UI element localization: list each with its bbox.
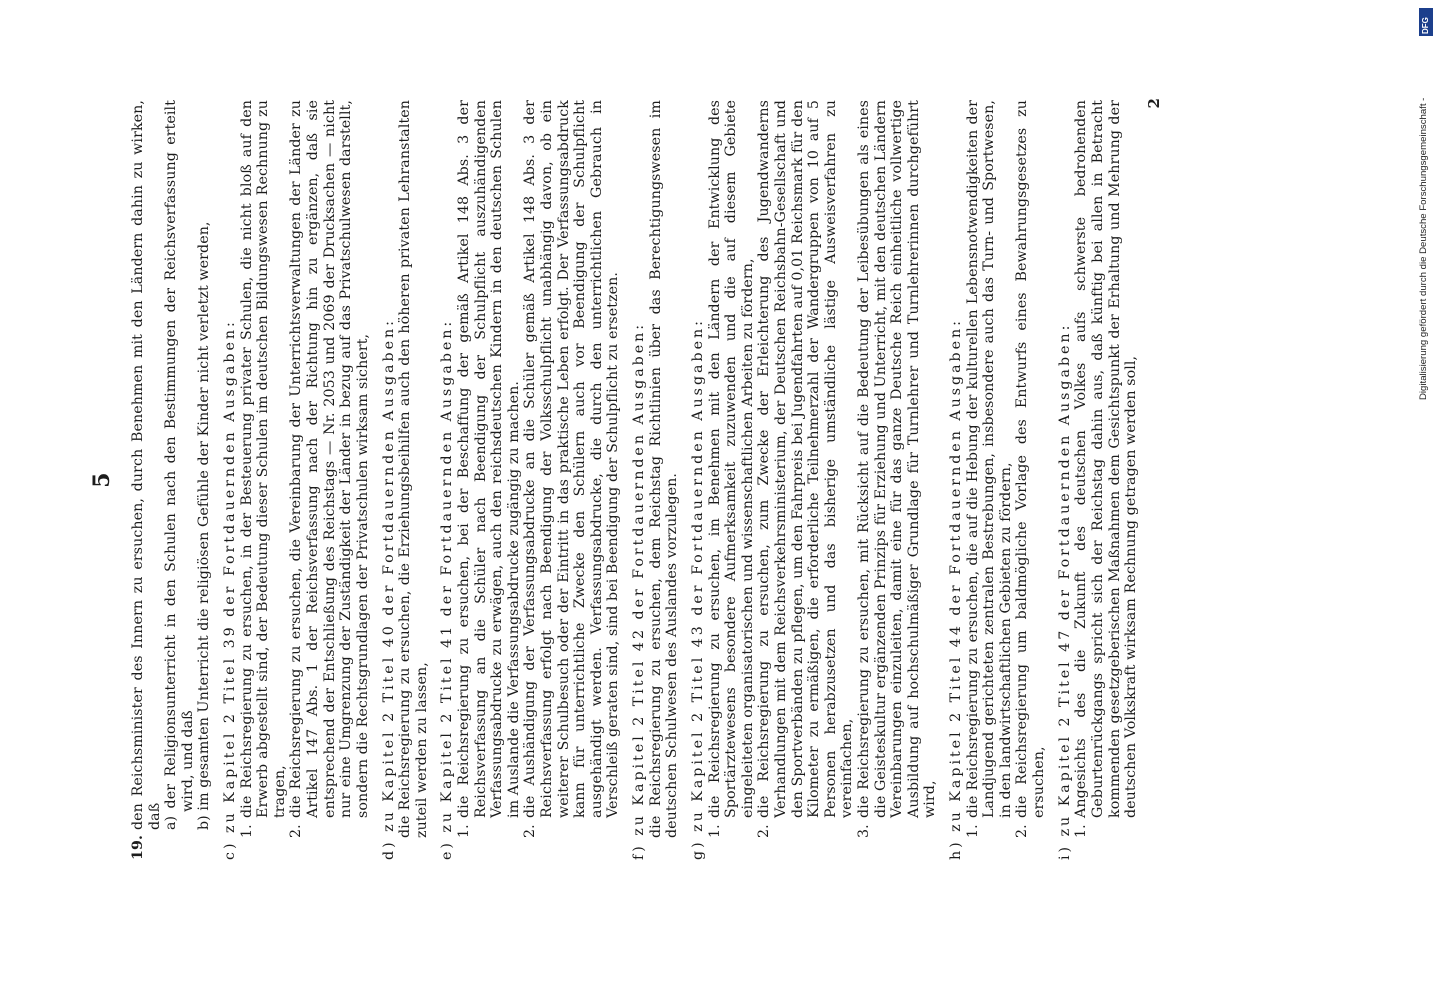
item-text: Angesichts des die Zukunft des deutschen Volkes aufs schwerste bedrohenden Geburtenrückgangs spricht sich der Reichstag dahin aus, daß künftig bei allen in Betracht kommenden gesetzgeberischen Maßnahmen dem Gesichtspunkt der Erhaltung und Mehrung der deutschen Volkskraft wirksam Rechnung getragen werden soll, bbox=[1073, 100, 1140, 818]
item-number: 1. bbox=[238, 824, 255, 838]
item-number: 1. bbox=[1073, 824, 1090, 838]
item-text: die Reichsregierung zu ersuchen, in der Besteuerung privater Schulen, die nicht bloß auf den Erwerb abgestellt sind, der Bedeutung dieser Schulen im deutschen Bildungswesen Rechnung zu tragen, bbox=[238, 100, 288, 818]
section bbox=[690, 100, 939, 860]
numbered-item bbox=[707, 100, 757, 860]
section bbox=[1057, 100, 1140, 860]
section-text: die Reichsregierung zu ersuchen, dem Reichstag Richtlinien über das Berechtigungswesen im deutschen Schulwesen des Auslandes vorzulegen. bbox=[647, 100, 681, 838]
numbered-item bbox=[965, 100, 1015, 860]
section-heading: h) zu Kapitel 2 Titel 44 der Fortdauernden Ausgaben: bbox=[948, 318, 965, 860]
rotated-document-page bbox=[89, 80, 1400, 860]
digitization-note-text: Digitalisierung gefördert durch die Deutsche Forschungsgemeinschaft - bbox=[1418, 97, 1429, 400]
item-text: die Reichsregierung zu ersuchen, die Vereinbarung der Unterrichtsverwaltungen der Länder zu Artikel 147 Abs. 1 der Reichsverfassung nach der Richtung hin zu ergänzen, daß sie entsprechend der Entschließung des Reichstags — Nr. 2053 und 2069 der Drucksachen — nicht nur eine Umgrenzung der Zuständigkeit der Länder in bezug auf das Privatschulwesen darstellt, sondern die Rechtsgrundlagen der Privatschulen wirksam sichert, bbox=[288, 100, 371, 818]
section-heading: d) zu Kapitel 2 Titel 40 der Fortdauernden Ausgaben: bbox=[380, 318, 397, 860]
item-19 bbox=[130, 100, 163, 860]
item-text: die Reichsregierung zu ersuchen, bei der Beschaffung der gemäß Artikel 148 Abs. 3 der Reichsverfassung an die Schüler nach Beendigung der Schulpflicht auszuhändigenden Verfassungsabdrucke zu erwägen, auch den reichsdeutschen Kindern in den deutschen Schulen im Auslande die Verfassungsabdrucke zugängig zu machen. bbox=[455, 100, 522, 818]
item-number: 3. bbox=[855, 824, 872, 838]
footer-number: 2 bbox=[1145, 98, 1163, 109]
item-number: 2. bbox=[288, 824, 305, 838]
numbered-item bbox=[239, 100, 289, 860]
item-number: 1. bbox=[455, 824, 472, 838]
section-heading: c) zu Kapitel 2 Titel 39 der Fortdauernden Ausgaben: bbox=[222, 319, 239, 860]
item-19-b: b) im gesamten Unterricht die religiösen Gefühle der Kinder nicht verletzt werden, bbox=[196, 221, 213, 830]
section-list bbox=[222, 100, 1140, 860]
numbered-item bbox=[756, 100, 856, 860]
numbered-item bbox=[456, 100, 522, 860]
numbered-item bbox=[1014, 100, 1047, 860]
item-number: 1. bbox=[964, 824, 981, 838]
item-text: die Reichsregierung zu ersuchen, mit Rücksicht auf die Bedeutung der Leibesübungen als eines die Geisteskultur ergänzenden Prinzips für Erziehung und Unterricht, mit den deutschen Ländern Vereinbarungen einzuleiten, damit eine für das ganze Deutsche Reich einheitliche vollwertige Ausbildung auf hochschulmäßiger Grundlage für Turnlehrer und Turnlehrerinnen durchgeführt wird, bbox=[855, 100, 939, 818]
item-text: die Reichsregierung zu ersuchen, im Benehmen mit den Ländern der Entwicklung des Sportärztewesens besondere Aufmerksamkeit zuzuwenden und die auf diesem Gebiete eingeleiteten organisatorischen und wissenschaftlichen Arbeiten zu fördern, bbox=[706, 100, 756, 818]
section-heading: i) zu Kapitel 2 Titel 47 der Fortdauernden Ausgaben: bbox=[1056, 322, 1073, 860]
item-text: die Reichsregierung um baldmögliche Vorlage des Entwurfs eines Bewahrungsgesetzes zu ersuchen, bbox=[1014, 100, 1048, 818]
numbered-item bbox=[1073, 100, 1139, 860]
item-number: 2. bbox=[1014, 824, 1031, 838]
section bbox=[631, 100, 681, 860]
item-number: 2. bbox=[756, 824, 773, 838]
item-text: die Reichsregierung zu ersuchen, zum Zwecke der Erleichterung des Jugendwanderns Verhandlungen mit dem Reichsverkehrsministerium, der Deutschen Reichsbahn-Gesellschaft und den Sportverbänden zu pflegen, um den Fahrpreis bei Jugendfahrten auf 0,01 Reichsmark für den Kilometer zu ermäßigen, die erforderliche Teilnehmerzahl der Wandergruppen von 10 auf 5 Personen herabzusetzen und das bisherige umständliche lästige Ausweisverfahren zu vereinfachen, bbox=[756, 100, 856, 818]
section-heading: e) zu Kapitel 2 Titel 41 der Fortdauernden Ausgaben: bbox=[439, 318, 456, 860]
section bbox=[381, 100, 431, 860]
dfg-logo-text: DFG bbox=[1421, 17, 1430, 34]
digitization-note bbox=[1414, 10, 1434, 450]
numbered-item bbox=[522, 100, 622, 860]
section-heading: g) zu Kapitel 2 Titel 43 der Fortdauernden Ausgaben: bbox=[689, 318, 706, 860]
numbered-item bbox=[856, 100, 939, 860]
section-heading: f) zu Kapitel 2 Titel 42 der Fortdauernden Ausgaben: bbox=[631, 321, 648, 860]
section bbox=[948, 100, 1048, 860]
section-text: die Reichsregierung zu ersuchen, die Erziehungsbeihilfen auch den höheren privaten Lehranstalten zuteil werden zu lassen, bbox=[397, 100, 430, 838]
item-19-a: a) der Religionsunterricht in den Schulen nach den Bestimmungen der Reichsverfassung erteilt wird, und daß bbox=[163, 100, 196, 830]
section bbox=[222, 100, 371, 860]
item-number: 2. bbox=[522, 824, 539, 838]
page-number: 5 bbox=[89, 472, 115, 488]
item-text: die Reichsregierung zu ersuchen, die auf die Hebung der kulturellen Lebensnotwendigkeiten der Landjugend gerichteten zentralen Bestrebungen, insbesondere auch das Turn- und Sportwesen, in den landwirtschaftlichen Gebieten zu fördern, bbox=[964, 100, 1014, 818]
item-19-number: 19. bbox=[130, 835, 146, 860]
item-text: die Aushändigung der Verfassungsabdrucke an die Schüler gemäß Artikel 148 Abs. 3 der Reichsverfassung erfolgt nach Beendigung der Volksschulpflicht unabhängig davon, ob ein weiterer Schulbesuch oder der Eintritt in das praktische Leben erfolgt. Der Verfassungsabdruck kann für unterrichtliche Zwecke den Schülern auch vor Beendigung der Schulpflicht ausgehändigt werden. Verfassungsabdrucke, die durch den unterrichtlichen Gebrauch in Verschleiß geraten sind, sind bei Beendigung der Schulpflicht zu ersetzen. bbox=[522, 100, 622, 818]
numbered-item bbox=[288, 100, 371, 860]
item-19-text: den Reichsminister des Innern zu ersuchen, durch Benehmen mit den Ländern dahin zu wirken, daß bbox=[130, 100, 163, 830]
section bbox=[439, 100, 622, 860]
document-body bbox=[130, 100, 1140, 860]
item-number: 1. bbox=[706, 824, 723, 838]
